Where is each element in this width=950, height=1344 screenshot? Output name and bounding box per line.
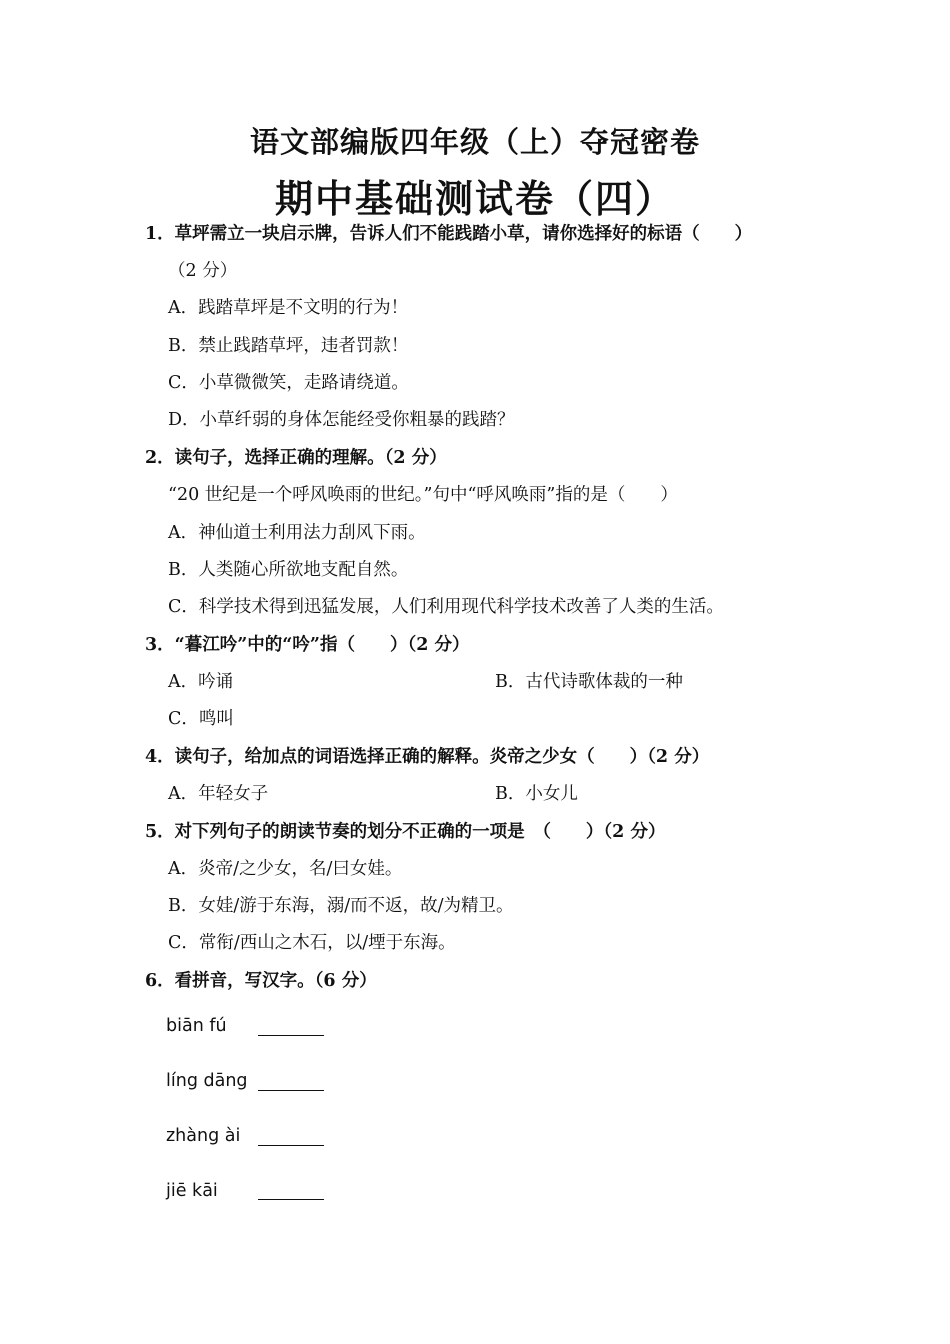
question-1-stem: 1．草坪需立一块启示牌，告诉人们不能践踏小草，请你选择好的标语（ ） bbox=[145, 224, 753, 244]
question-3-option-c: C．鸣叫 bbox=[168, 709, 234, 729]
answer-blank-4[interactable] bbox=[258, 1199, 324, 1200]
answer-blank-2[interactable] bbox=[258, 1090, 324, 1091]
question-6-stem: 6．看拼音，写汉字。（6 分） bbox=[145, 971, 377, 991]
question-1-option-d: D．小草纤弱的身体怎能经受你粗暴的践踏？ bbox=[168, 410, 515, 430]
question-5-option-b: B．女娃/游于东海，溺/而不返，故/为精卫。 bbox=[168, 896, 514, 916]
question-2-stem: 2．读句子，选择正确的理解。（2 分） bbox=[145, 448, 447, 468]
answer-blank-3[interactable] bbox=[258, 1145, 324, 1146]
pinyin-item-2: líng dāng bbox=[166, 1071, 248, 1091]
question-5-stem: 5．对下列句子的朗读节奏的划分不正确的一项是 （ ）（2 分） bbox=[145, 822, 666, 842]
question-2-option-c: C．科学技术得到迅猛发展，人们利用现代科学技术改善了人类的生活。 bbox=[168, 597, 724, 617]
pinyin-item-1: biān fú bbox=[166, 1016, 227, 1036]
pinyin-item-4: jiē kāi bbox=[166, 1181, 218, 1201]
question-1-option-c: C．小草微微笑，走路请绕道。 bbox=[168, 373, 409, 393]
question-5-option-c: C．常衔/西山之木石，以/堙于东海。 bbox=[168, 933, 456, 953]
exam-series-title: 语文部编版四年级（上）夺冠密卷 bbox=[249, 125, 700, 159]
question-3-option-a: A．吟诵 bbox=[168, 672, 234, 692]
question-3-stem: 3．“暮江吟”中的“吟”指（ ）（2 分） bbox=[145, 635, 470, 655]
question-4-option-a: A．年轻女子 bbox=[168, 784, 269, 804]
question-1-score: （2 分） bbox=[168, 261, 238, 281]
question-2-option-a: A．神仙道士利用法力刮风下雨。 bbox=[168, 523, 426, 543]
question-5-option-a: A．炎帝/之少女，名/曰女娃。 bbox=[168, 859, 403, 879]
question-1-option-b: B．禁止践踏草坪，违者罚款！ bbox=[168, 336, 409, 356]
exam-title: 期中基础测试卷（四） bbox=[274, 176, 675, 221]
answer-blank-1[interactable] bbox=[258, 1035, 324, 1036]
question-3-option-b: B．古代诗歌体裁的一种 bbox=[495, 672, 683, 692]
question-1-option-a: A．践踏草坪是不文明的行为！ bbox=[168, 298, 409, 318]
question-4-option-b: B．小女儿 bbox=[495, 784, 578, 804]
pinyin-item-3: zhàng ài bbox=[166, 1126, 241, 1146]
question-4-stem: 4．读句子，给加点的词语选择正确的解释。炎帝之少女（ ）（2 分） bbox=[145, 747, 710, 767]
question-2-sentence: “20 世纪是一个呼风唤雨的世纪。”句中“呼风唤雨”指的是（ ） bbox=[168, 485, 678, 505]
question-2-option-b: B．人类随心所欲地支配自然。 bbox=[168, 560, 409, 580]
